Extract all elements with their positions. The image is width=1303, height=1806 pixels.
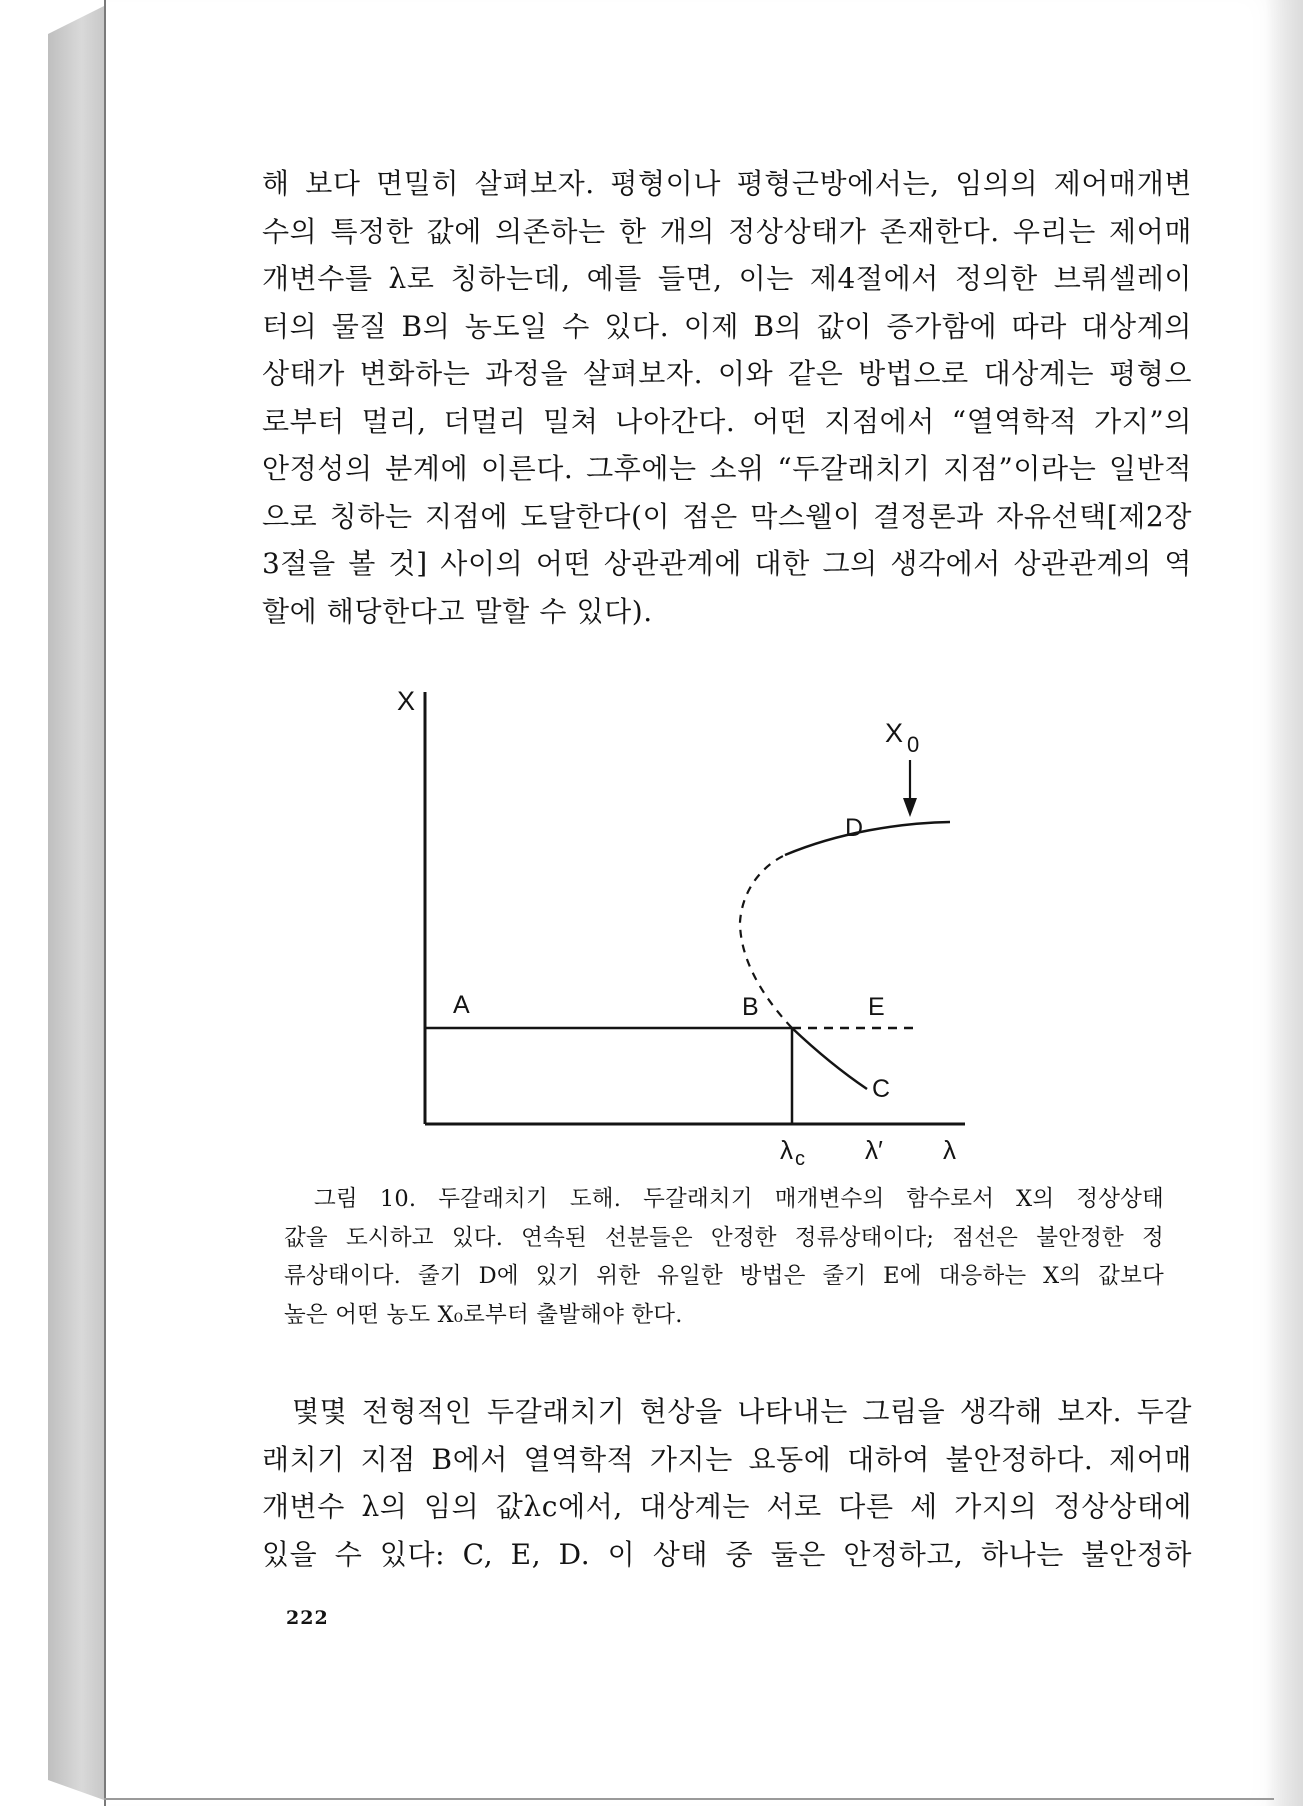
figure-caption (284, 1180, 1164, 1334)
x0-arrow-head (903, 798, 917, 817)
bifurcation-figure (380, 672, 980, 1172)
x0-label-sub: 0 (907, 732, 920, 757)
page-bottom-edge (104, 1798, 1274, 1800)
paragraph-line: 상태가 변화하는 과정을 살펴보자. 이와 같은 방법으로 대상계는 평형으 (262, 357, 1192, 390)
y-axis-label: X (397, 686, 416, 716)
bifurcation-diagram (380, 672, 980, 1172)
paragraph-line: 터의 물질 B의 농도일 수 있다. 이제 B의 값이 증가함에 따라 대상계의 (262, 309, 1192, 343)
paragraph-line: 개변수를 λ로 칭하는데, 예를 들면, 이는 제4절에서 정의한 브뤼셀레이 (262, 262, 1192, 295)
book-spine (48, 6, 104, 1800)
branch-d-curve (785, 822, 950, 855)
branch-c-curve (792, 1028, 867, 1089)
x-axis-label: λ (943, 1135, 956, 1165)
paragraph-line: 으로 칭하는 지점에 도달한다(이 점은 막스웰이 결정론과 자유선택[제2장 (262, 499, 1192, 533)
paragraph-line: 3절을 볼 것] 사이의 어떤 상관관계에 대한 그의 생각에서 상관관계의 역 (262, 547, 1192, 580)
page-edge-shade (1265, 0, 1303, 1806)
branch-e-label: E (868, 993, 885, 1021)
paragraph-line: 몇몇 전형적인 두갈래치기 현상을 나타내는 그림을 생각해 보자. 두갈 (292, 1395, 1192, 1428)
caption-line: 높은 어떤 농도 X₀로부터 출발해야 한다. (284, 1301, 683, 1328)
paragraph-line: 안정성의 분계에 이른다. 그후에는 소위 “두갈래치기 지점”이라는 일반적 (262, 452, 1192, 485)
caption-line: 류상태이다. 줄기 D에 있기 위한 유일한 방법은 줄기 E에 대응하는 X의 값보다 (284, 1263, 1164, 1289)
x0-label-main: X (885, 718, 904, 748)
lambda-c-label (780, 1135, 805, 1170)
lambda-c-main: λ (780, 1135, 793, 1165)
x0-label (885, 718, 919, 757)
paragraph-line: 로부터 멀리, 더멀리 밀쳐 나아간다. 어떤 지점에서 “열역학적 가지”의 (262, 404, 1192, 438)
paragraph-line: 수의 특정한 값에 의존하는 한 개의 정상상태가 존재한다. 우리는 제어매 (262, 214, 1192, 248)
paragraph-line: 있을 수 있다: C, E, D. 이 상태 중 둘은 안정하고, 하나는 불안정하 (262, 1537, 1192, 1571)
branch-c-label: C (872, 1075, 891, 1103)
branch-b-label: B (742, 993, 759, 1021)
body-paragraph-1 (262, 160, 1192, 635)
paragraph-line: 할에 해당한다고 말할 수 있다). (262, 594, 653, 628)
page-number: 222 (286, 1607, 329, 1629)
lambda-prime-label: λ′ (865, 1135, 883, 1165)
caption-line: 값을 도시하고 있다. 연속된 선분들은 안정한 정류상태이다; 점선은 불안정한 정 (284, 1224, 1164, 1251)
branch-d-label: D (845, 814, 864, 842)
body-paragraph-2 (262, 1388, 1192, 1578)
paragraph-line: 개변수 λ의 임의 값λc에서, 대상계는 서로 다른 세 가지의 정상상태에 (262, 1490, 1192, 1523)
caption-line: 그림 10. 두갈래치기 도해. 두갈래치기 매개변수의 함수로서 X의 정상상태 (314, 1186, 1164, 1212)
paragraph-line: 래치기 지점 B에서 열역학적 가지는 요동에 대하여 불안정하다. 제어매 (262, 1442, 1192, 1476)
branch-a-label: A (453, 991, 470, 1019)
paragraph-line: 해 보다 면밀히 살펴보자. 평형이나 평형근방에서는, 임의의 제어매개변 (262, 167, 1192, 200)
lambda-c-sub: c (795, 1148, 805, 1170)
